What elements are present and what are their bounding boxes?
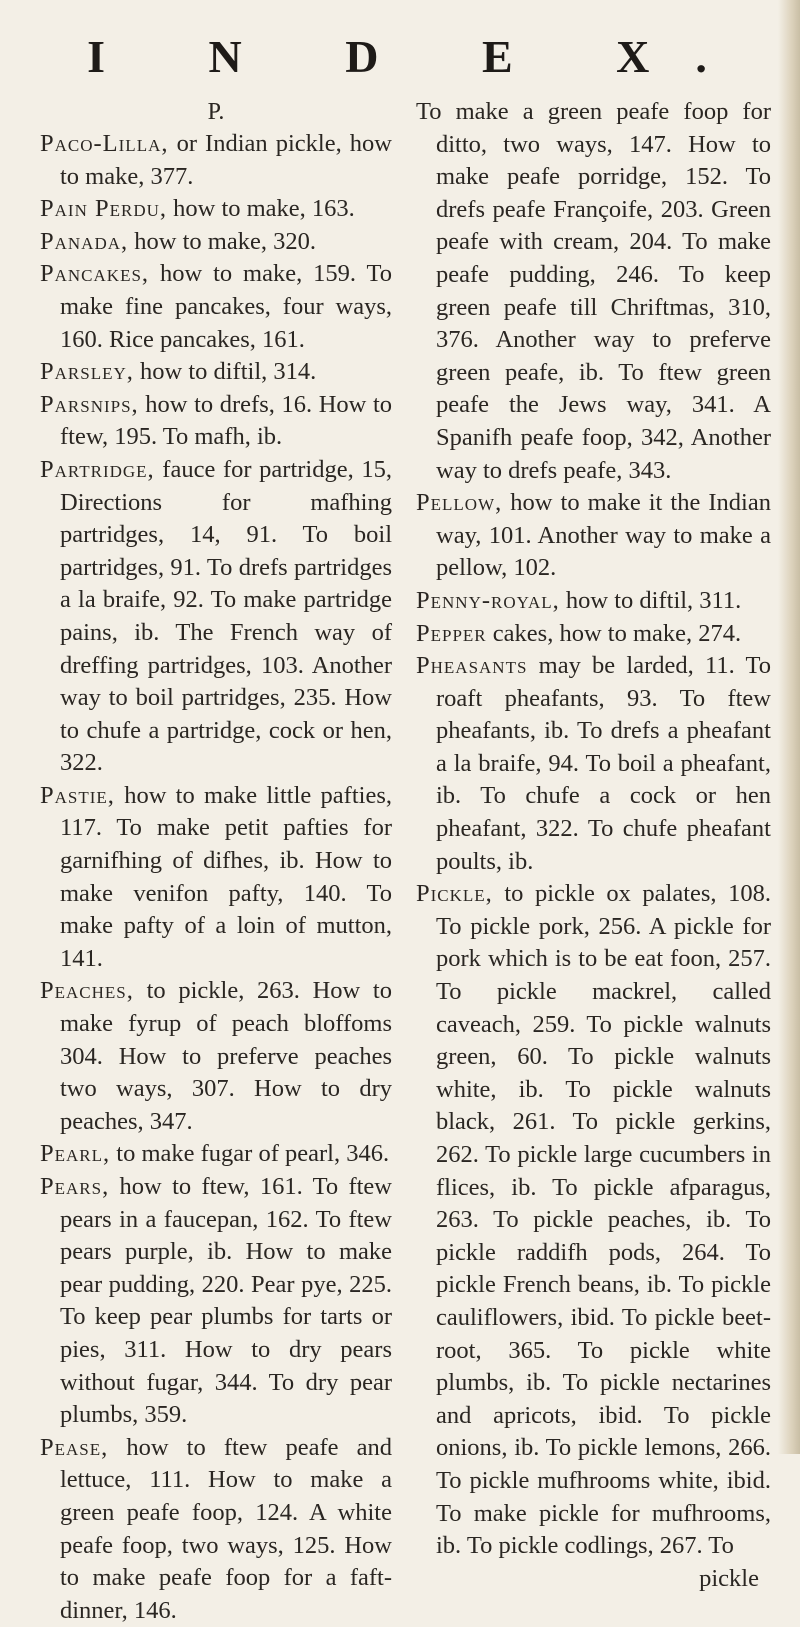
entry-text: to pickle, 263. How to make fyrup of peach bloffoms 304. How to preferve peaches two ways, 307. How to dry peaches, 347. xyxy=(60,977,392,1135)
entry-head: Pickle, xyxy=(416,880,493,908)
entry-head: Parsley, xyxy=(40,358,134,386)
left-column xyxy=(40,96,392,1627)
section-letter: P. xyxy=(207,99,225,125)
entry-text: how to make it the Indian way, 101. Another way to make a pellow, 102. xyxy=(436,489,771,582)
index-entry xyxy=(416,96,771,487)
entry-text: how to ftew, 161. To ftew pears in a faucepan, 162. To ftew pears purple, ib. How to make pear pudding, 220. Pear pye, 225. To keep pear plumbs for tarts or pies, 311. How to dry pears without fugar, 344. To dry pear plumbs, 359. xyxy=(60,1173,392,1429)
index-entry xyxy=(40,454,392,780)
index-entry xyxy=(416,585,771,618)
entry-head: Pepper xyxy=(416,619,487,647)
entry-text: how to make, 159. To make fine pancakes, four ways, 160. Rice pancakes, 161. xyxy=(60,260,392,353)
entry-head: Pastie, xyxy=(40,781,115,809)
index-entry xyxy=(40,258,392,356)
entry-text: how to ftew peafe and lettuce, 111. How to make a green peafe foop, 124. A white peafe foop, two ways, 125. How to make peafe foop for a faft-dinner, 146. xyxy=(60,1433,392,1624)
entry-text: to make fugar of pearl, 346. xyxy=(110,1140,390,1168)
entry-head: Pellow, xyxy=(416,489,503,517)
entry-head: Parsnips, xyxy=(40,390,139,418)
right-column xyxy=(416,96,771,1595)
index-entry xyxy=(416,878,771,1562)
entry-text: how to diftil, 314. xyxy=(133,358,317,386)
index-entry xyxy=(416,618,771,651)
index-entry xyxy=(40,356,392,389)
entry-text: or Indian pickle, how to make, 377. xyxy=(60,130,392,190)
entry-text: may be larded, 11. To roaft pheafants, 93. To ftew pheafants, ib. To drefs a pheafant a la braife, 94. To boil a pheafant, ib. To chufe a cock or hen pheafant, 322. To chufe pheafant poults, ib. xyxy=(436,652,771,875)
catchword: pickle xyxy=(699,1564,759,1592)
entry-text: how to make, 163. xyxy=(167,195,355,223)
entry-head: Pears, xyxy=(40,1173,110,1200)
index-entry xyxy=(40,1138,392,1171)
entry-head: Pearl, xyxy=(40,1140,111,1168)
index-entry xyxy=(40,226,392,259)
index-entry xyxy=(40,389,392,454)
index-entry xyxy=(416,650,771,878)
index-entry xyxy=(40,193,392,226)
index-entry xyxy=(40,1171,392,1432)
index-entry xyxy=(40,1432,392,1627)
entry-text: how to make little pafties, 117. To make petit pafties for garnifhing of difhes, ib. How to make venifon pafty, 140. To make pafty of a loin of mutton, 141. xyxy=(60,781,392,972)
entry-text: how to make, 320. xyxy=(128,227,316,255)
entry-head: Penny-royal, xyxy=(416,586,560,614)
entry-text: how to drefs, 16. How to ftew, 195. To mafh, ib. xyxy=(60,390,392,451)
entry-text: fauce for partridge, 15, Directions for mafhing partridges, 14, 91. To boil partridges, 91. To drefs partridges a la braife, 92. To make partridge pains, ib. The French way of dreffing partridges, 103. Another way to boil partridges, 235. How to chufe a partridge, cock or hen, 322. xyxy=(60,455,392,777)
entry-text: cakes, how to make, 274. xyxy=(486,619,742,647)
entry-head: Pain Perdu, xyxy=(40,195,167,223)
entry-head: Panada, xyxy=(40,227,129,255)
entry-head: Pease, xyxy=(40,1433,109,1461)
page-header: I N D E X. xyxy=(87,31,753,82)
entry-head: Paco-Lilla, xyxy=(40,130,169,157)
index-entry xyxy=(40,780,392,976)
entry-head: Partridge, xyxy=(40,455,155,483)
entry-text: how to diftil, 311. xyxy=(559,586,742,614)
entry-text: to pickle ox palates, 108. To pickle pork, 256. A pickle for pork which is to be eat foon, 257. To pickle mackrel, called caveach, 259. To pickle walnuts green, 60. To pickle walnuts white, ib. To pickle walnuts black, 261. To pickle gerkins, 262. To pickle large cucumbers in flices, ib. To pickle afparagus, 263. To pickle peaches, ib. To pickle raddifh pods, 264. To pickle French beans, ib. To pickle cauliflowers, ibid. To pickle beet-root, 365. To pickle white plumbs, ib. To pickle nectarines and apricots, ibid. To pickle onions, ib. To pickle lemons, 266. To pickle mufhrooms white, ibid. To make pickle for mufhrooms, ib. To pickle codlings, 267. To xyxy=(436,880,771,1560)
index-entry xyxy=(416,487,771,585)
entry-head: Peaches, xyxy=(40,977,134,1005)
index-entry xyxy=(40,975,392,1138)
index-entry xyxy=(40,128,392,193)
entry-head: Pancakes, xyxy=(40,260,150,288)
entry-head: Pheasants xyxy=(416,652,528,680)
page-edge-shadow xyxy=(778,0,800,1454)
entry-text: To make a green peafe foop for ditto, two ways, 147. How to make peafe porridge, 152. To drefs peafe Françoife, 203. Green peafe with cream, 204. To make peafe pudding, 246. To keep green peafe till Chriftmas, 310, 376. Another way to preferve green peafe, ib. To ftew green peafe the Jews way, 341. A Spanifh peafe foop, 342, Another way to drefs peafe, 343. xyxy=(416,98,771,484)
